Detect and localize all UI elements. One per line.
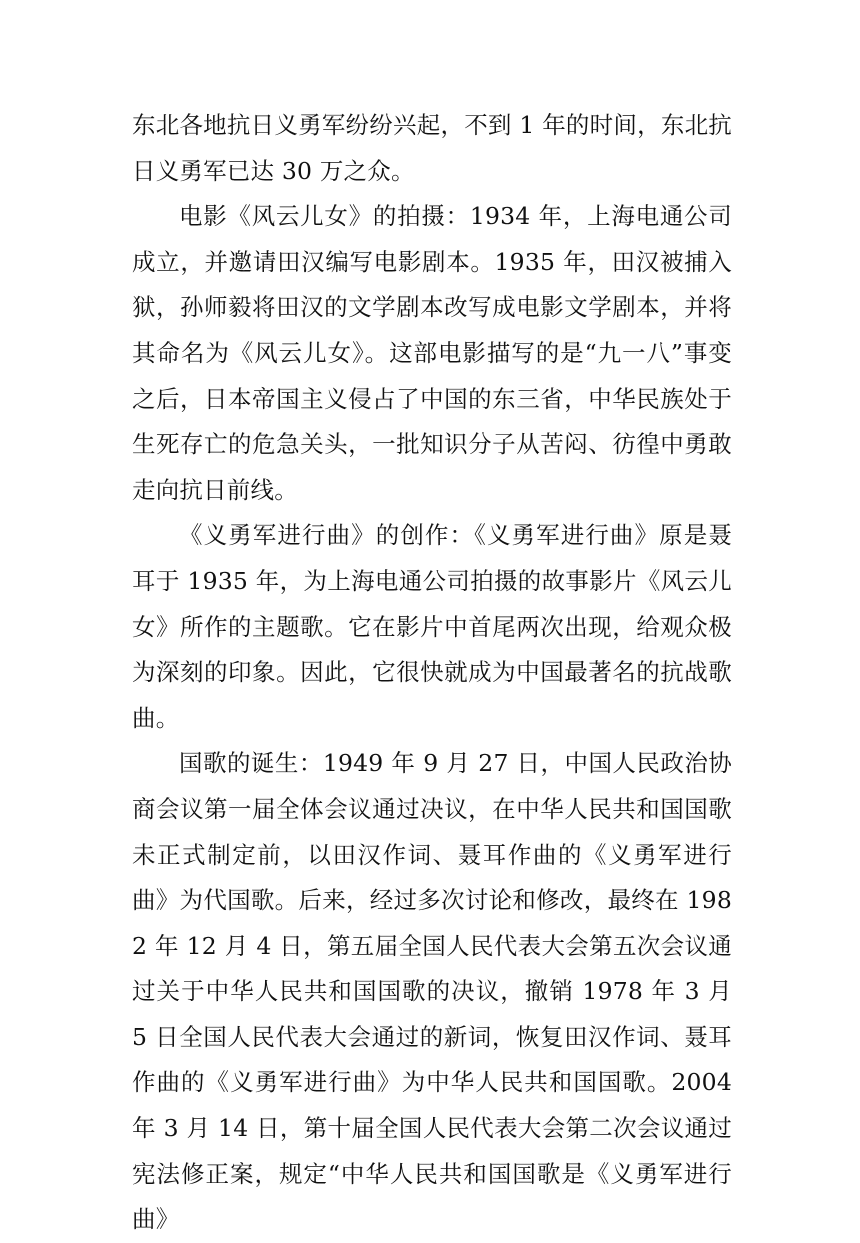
paragraph-film-production: 电影《风云儿女》的拍摄：1934 年，上海电通公司成立，并邀请田汉编写电影剧本。1935 年，田汉被捕入狱，孙师毅将田汉的文学剧本改写成电影文学剧本，并将其命名为《风云儿女》。这部电影描写的是“九一八”事变之后，日本帝国主义侵占了中国的东三省，中华民族处于生死存亡的危急关头，一批知识分子从苦闷、彷徨中勇敢走向抗日前线。 (132, 202, 732, 504)
paragraph-continuation: 东北各地抗日义勇军纷纷兴起，不到 1 年的时间，东北抗日义勇军已达 30 万之众。 (132, 111, 732, 185)
document-body (132, 103, 732, 1243)
paragraph-song-creation: 《义勇军进行曲》的创作：《义勇军进行曲》原是聂耳于 1935 年，为上海电通公司拍摄的故事影片《风云儿女》所作的主题歌。它在影片中首尾两次出现，给观众极为深刻的印象。因此，它很快就成为中国最著名的抗战歌曲。 (132, 521, 732, 732)
paragraph-anthem-birth: 国歌的诞生：1949 年 9 月 27 日，中国人民政治协商会议第一届全体会议通过决议，在中华人民共和国国歌未正式制定前，以田汉作词、聂耳作曲的《义勇军进行曲》为代国歌。后来，经过多次讨论和修改，最终在 1982 年 12 月 4 日，第五届全国人民代表大会第五次会议通过关于中华人民共和国国歌的决议，撤销 1978 年 3 月 5 日全国人民代表大会通过的新词，恢复田汉作词、聂耳作曲的《义勇军进行曲》为中华人民共和国国歌。2004 年 3 月 14 日，第十届全国人民代表大会第二次会议通过宪法修正案，规定“中华人民共和国国歌是《义勇军进行曲》 (132, 749, 732, 1234)
